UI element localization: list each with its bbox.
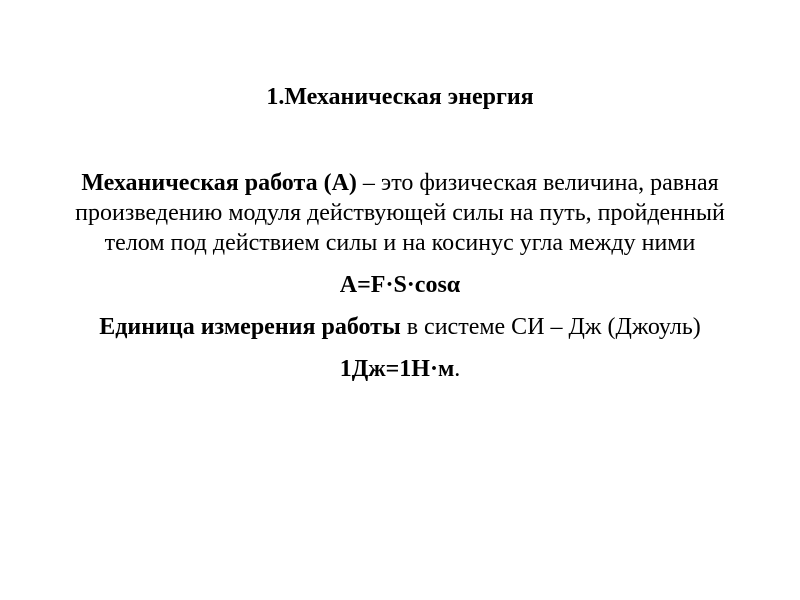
unit-formula-text: 1Дж=1Н·м — [339, 356, 455, 382]
unit-formula — [50, 354, 750, 384]
definition-term: Механическая работа (А) — [81, 170, 357, 196]
unit-text: в системе СИ – Дж (Джоуль) — [400, 314, 701, 340]
definition-paragraph — [50, 168, 750, 258]
slide-heading: 1.Механическая энергия — [266, 84, 534, 110]
work-formula-text: A=F·S·cosα — [339, 272, 461, 298]
work-formula — [50, 270, 750, 300]
definition-text: – это физическая величина, равная произведению модуля действующей силы на путь, пройденный телом под действием силы и на косинус угла между ними — [75, 170, 725, 256]
unit-term: Единица измерения работы — [99, 314, 401, 340]
unit-paragraph — [50, 312, 750, 342]
slide-body — [50, 168, 750, 396]
unit-formula-suffix: . — [454, 356, 461, 382]
